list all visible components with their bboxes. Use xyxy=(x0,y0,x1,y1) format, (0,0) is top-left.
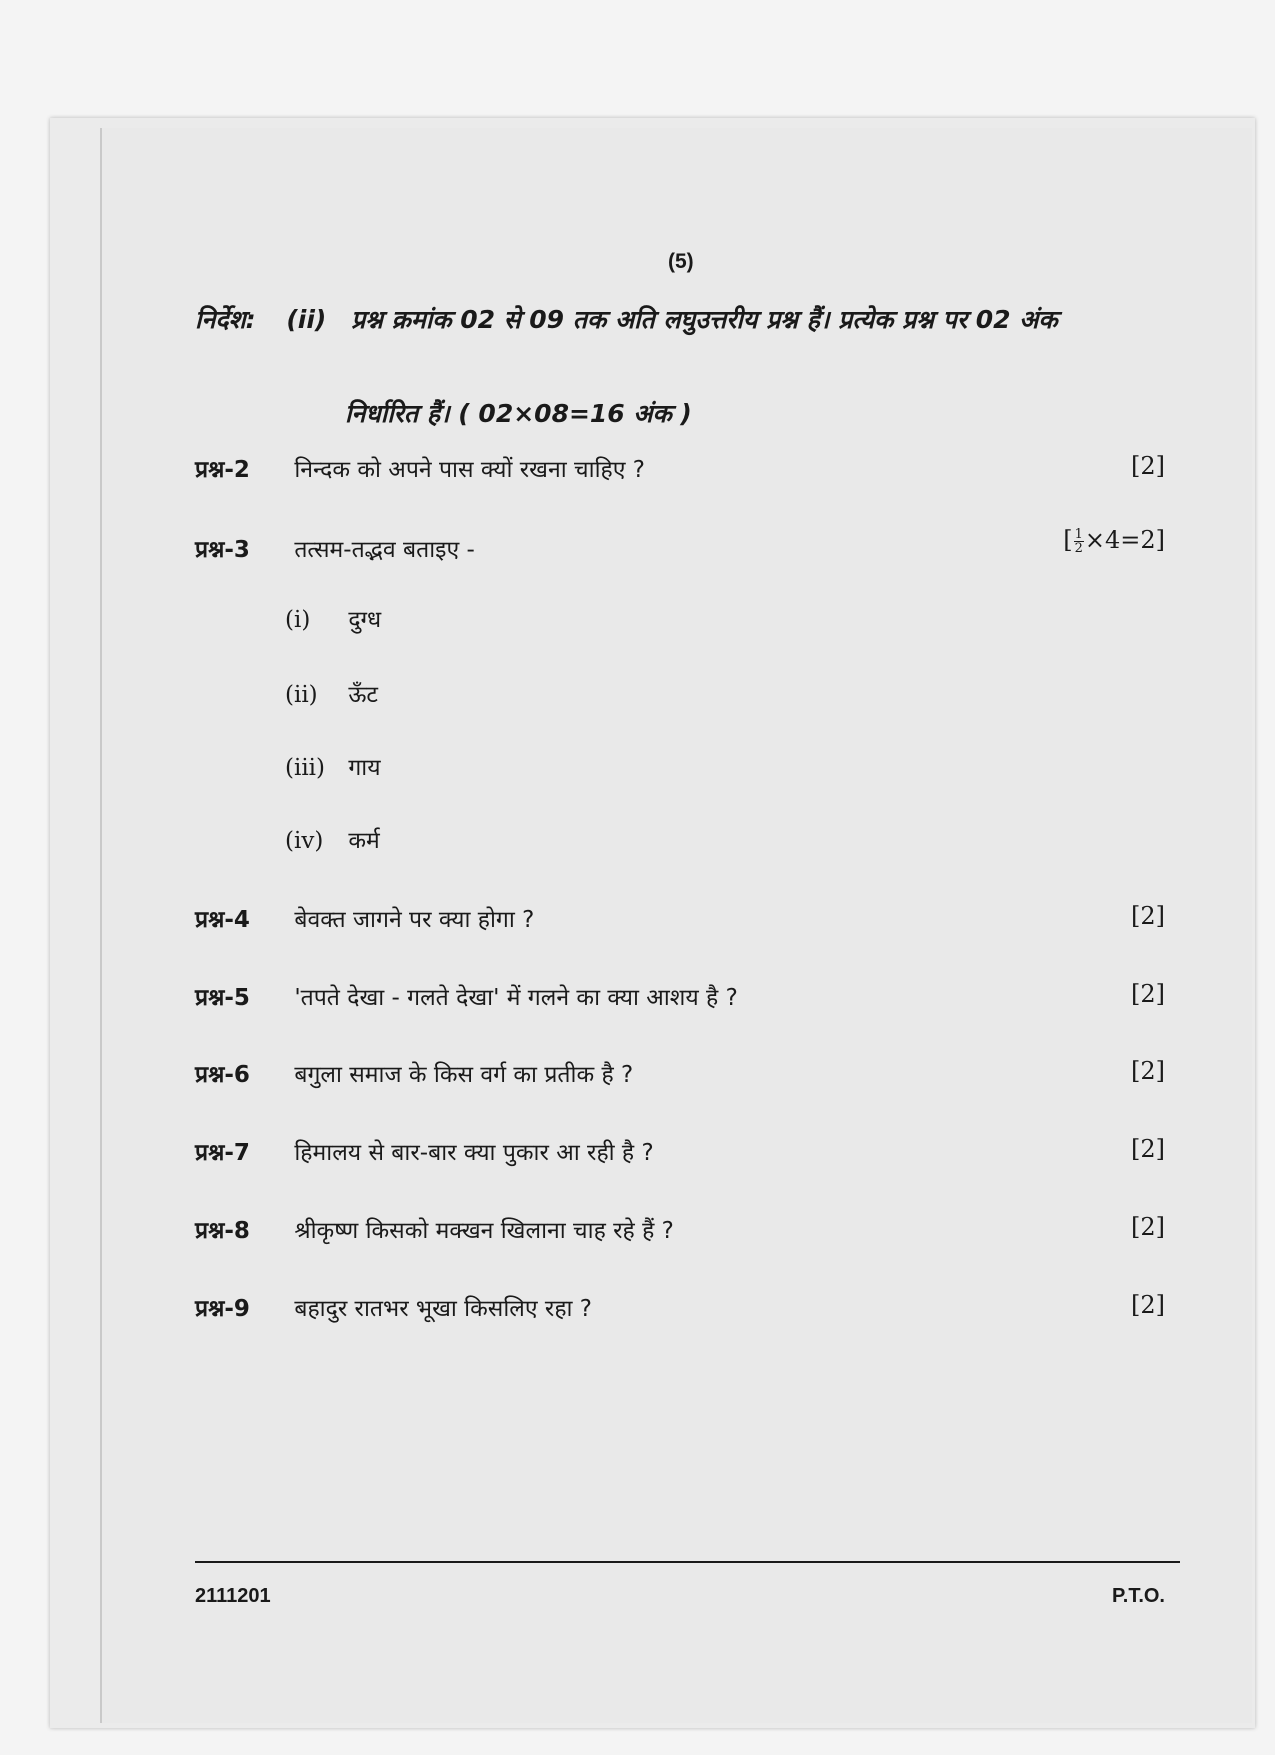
question-4 xyxy=(195,902,534,934)
option-number: (ii) xyxy=(285,682,318,708)
question-marks: [2] xyxy=(1131,1291,1165,1319)
pto-label: P.T.O. xyxy=(1112,1585,1165,1607)
fraction-numerator: 1 xyxy=(1074,527,1083,542)
marks-fraction xyxy=(1074,528,1084,555)
question-text: हिमालय से बार-बार क्या पुकार आ रही है ? xyxy=(294,1140,654,1166)
option-item xyxy=(285,823,380,855)
option-number: (iv) xyxy=(285,828,324,854)
question-label: प्रश्न-2 xyxy=(195,457,250,483)
question-text: बेवक्त जागने पर क्या होगा ? xyxy=(294,907,535,933)
question-5 xyxy=(195,980,738,1012)
question-label: प्रश्न-3 xyxy=(195,537,250,563)
instruction-numeral: (ii) xyxy=(286,305,327,334)
question-2 xyxy=(195,452,645,484)
question-marks xyxy=(1063,526,1165,555)
question-marks: [2] xyxy=(1131,1213,1165,1241)
option-item xyxy=(285,677,378,709)
option-text: दुग्ध xyxy=(348,607,382,633)
question-text: निन्दक को अपने पास क्यों रखना चाहिए ? xyxy=(294,457,645,483)
question-8 xyxy=(195,1213,674,1245)
question-marks: [2] xyxy=(1131,1057,1165,1085)
question-marks: [2] xyxy=(1131,980,1165,1008)
question-7 xyxy=(195,1135,654,1167)
question-marks: [2] xyxy=(1131,1135,1165,1163)
instruction-line xyxy=(195,305,1185,335)
instruction-continuation: निर्धारित हैं। ( 02×08=16 अंक ) xyxy=(345,399,692,428)
question-label: प्रश्न-4 xyxy=(195,907,250,933)
instruction-text: प्रश्न क्रमांक 02 से 09 तक अति लघुउत्तरीय प्रश्न हैं। प्रत्येक प्रश्न पर 02 अंक xyxy=(351,305,1058,334)
option-text: कर्म xyxy=(348,828,380,854)
question-label: प्रश्न-5 xyxy=(195,985,250,1011)
paper-code: 2111201 xyxy=(195,1585,271,1607)
option-item xyxy=(285,750,381,782)
option-item xyxy=(285,602,381,634)
question-label: प्रश्न-7 xyxy=(195,1140,250,1166)
option-number: (i) xyxy=(285,607,311,633)
question-3 xyxy=(195,532,475,564)
option-text: गाय xyxy=(348,755,381,781)
option-text: ऊँट xyxy=(348,682,378,708)
fraction-denominator: 2 xyxy=(1074,541,1083,556)
instruction-label: निर्देश: xyxy=(195,305,256,334)
question-text: 'तपते देखा - गलते देखा' में गलने का क्या आशय है ? xyxy=(294,985,738,1011)
question-label: प्रश्न-6 xyxy=(195,1062,250,1088)
option-number: (iii) xyxy=(285,755,326,781)
question-text: बहादुर रातभर भूखा किसलिए रहा ? xyxy=(294,1296,593,1322)
question-label: प्रश्न-9 xyxy=(195,1296,250,1322)
question-6 xyxy=(195,1057,633,1089)
marks-suffix: ×4=2] xyxy=(1084,526,1165,554)
question-text: तत्सम-तद्भव बताइए - xyxy=(294,537,475,563)
page-number: (5) xyxy=(668,250,694,273)
question-marks: [2] xyxy=(1131,902,1165,930)
question-label: प्रश्न-8 xyxy=(195,1218,250,1244)
question-9 xyxy=(195,1291,592,1323)
question-marks: [2] xyxy=(1131,452,1165,480)
marks-prefix: [ xyxy=(1063,526,1073,554)
footer-divider xyxy=(195,1561,1180,1563)
question-text: श्रीकृष्ण किसको मक्खन खिलाना चाह रहे हैं ? xyxy=(294,1218,674,1244)
question-text: बगुला समाज के किस वर्ग का प्रतीक है ? xyxy=(294,1062,634,1088)
